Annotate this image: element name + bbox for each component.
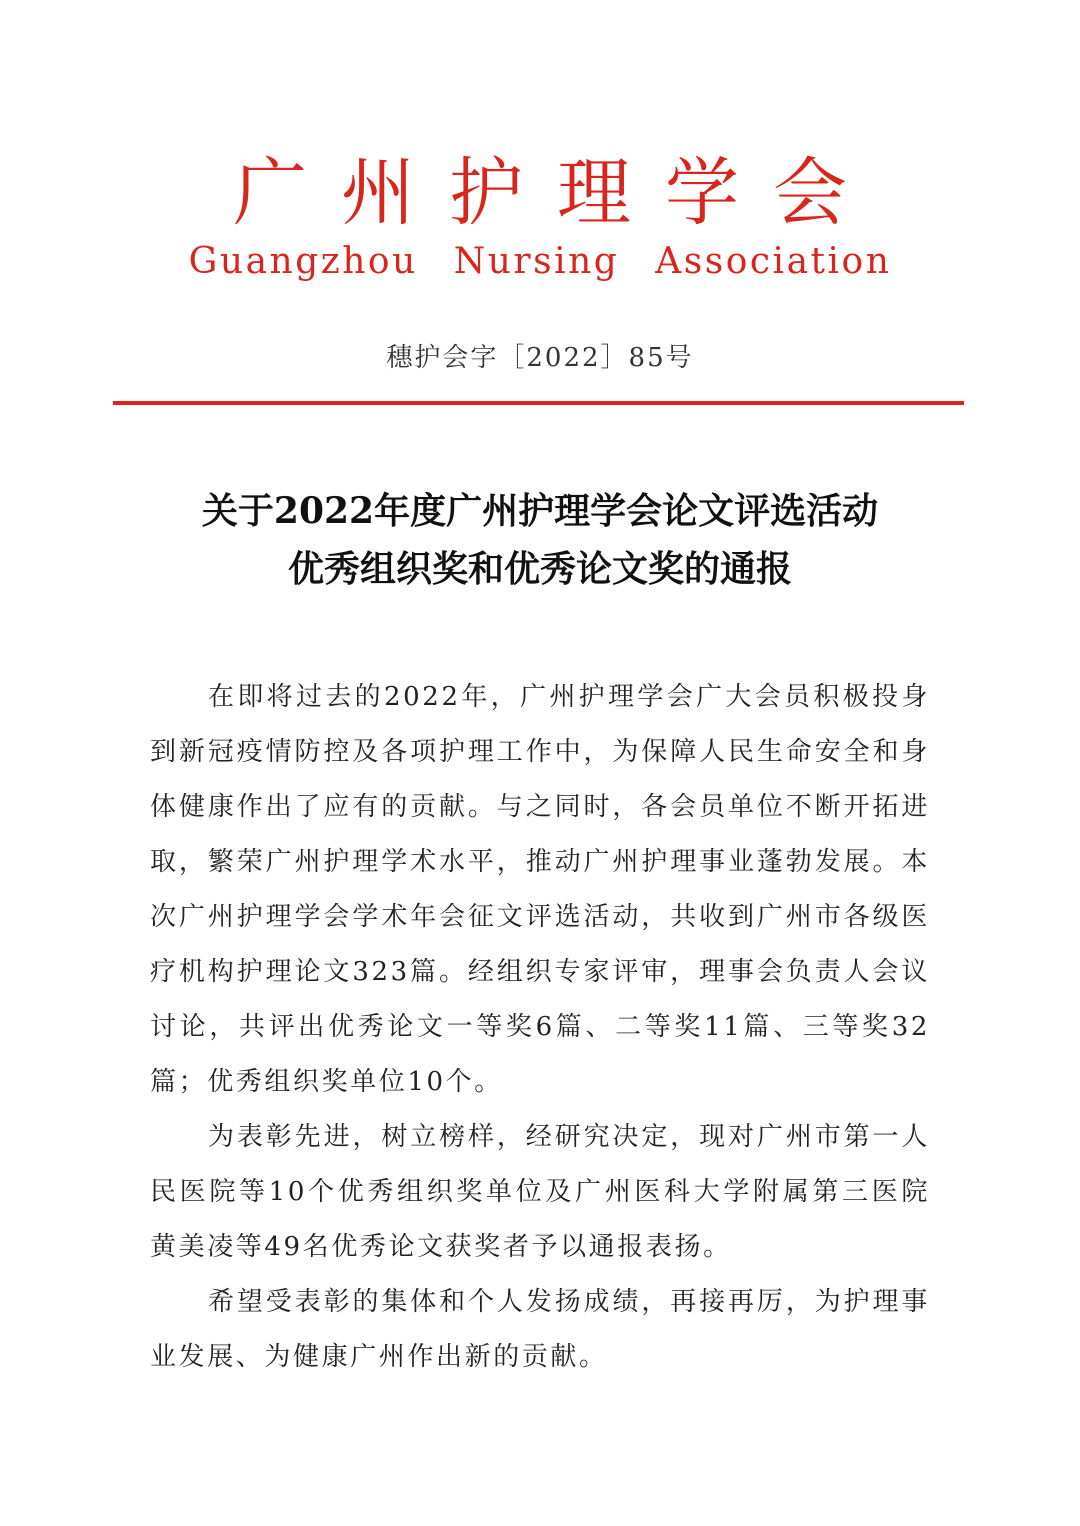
body-paragraph-3: 希望受表彰的集体和个人发扬成绩，再接再厉，为护理事业发展、为健康广州作出新的贡献。 [150,1287,930,1372]
organization-name-chinese: 广州护理学会 [233,150,881,236]
body-paragraph-2: 为表彰先进，树立榜样，经研究决定，现对广州市第一人民医院等10个优秀组织奖单位及广州医科大学附属第三医院黄美凌等49名优秀论文获奖者予以通报表扬。 [150,1122,930,1262]
title-line-1: 关于2022年度广州护理学会论文评选活动 [201,490,879,532]
document-number: 穗护会字［2022］85号 [386,343,694,373]
document-title [0,482,1080,598]
body-paragraph-1: 在即将过去的2022年，广州护理学会广大会员积极投身到新冠疫情防控及各项护理工作中，为保障人民生命安全和身体健康作出了应有的贡献。与之同时，各会员单位不断开拓进取，繁荣广州护理学术水平，推动广州护理事业蓬勃发展。本次广州护理学会学术年会征文评选活动，共收到广州市各级医疗机构护理论文323篇。经组织专家评审，理事会负责人会议讨论，共评出优秀论文一等奖6篇、二等奖11篇、三等奖32篇；优秀组织奖单位10个。 [150,682,930,1097]
organization-name-english: Guangzhou Nursing Association [188,241,892,282]
red-header-divider [113,401,964,405]
title-line-2: 优秀组织奖和优秀论文奖的通报 [287,548,792,590]
document-body [150,670,930,1385]
